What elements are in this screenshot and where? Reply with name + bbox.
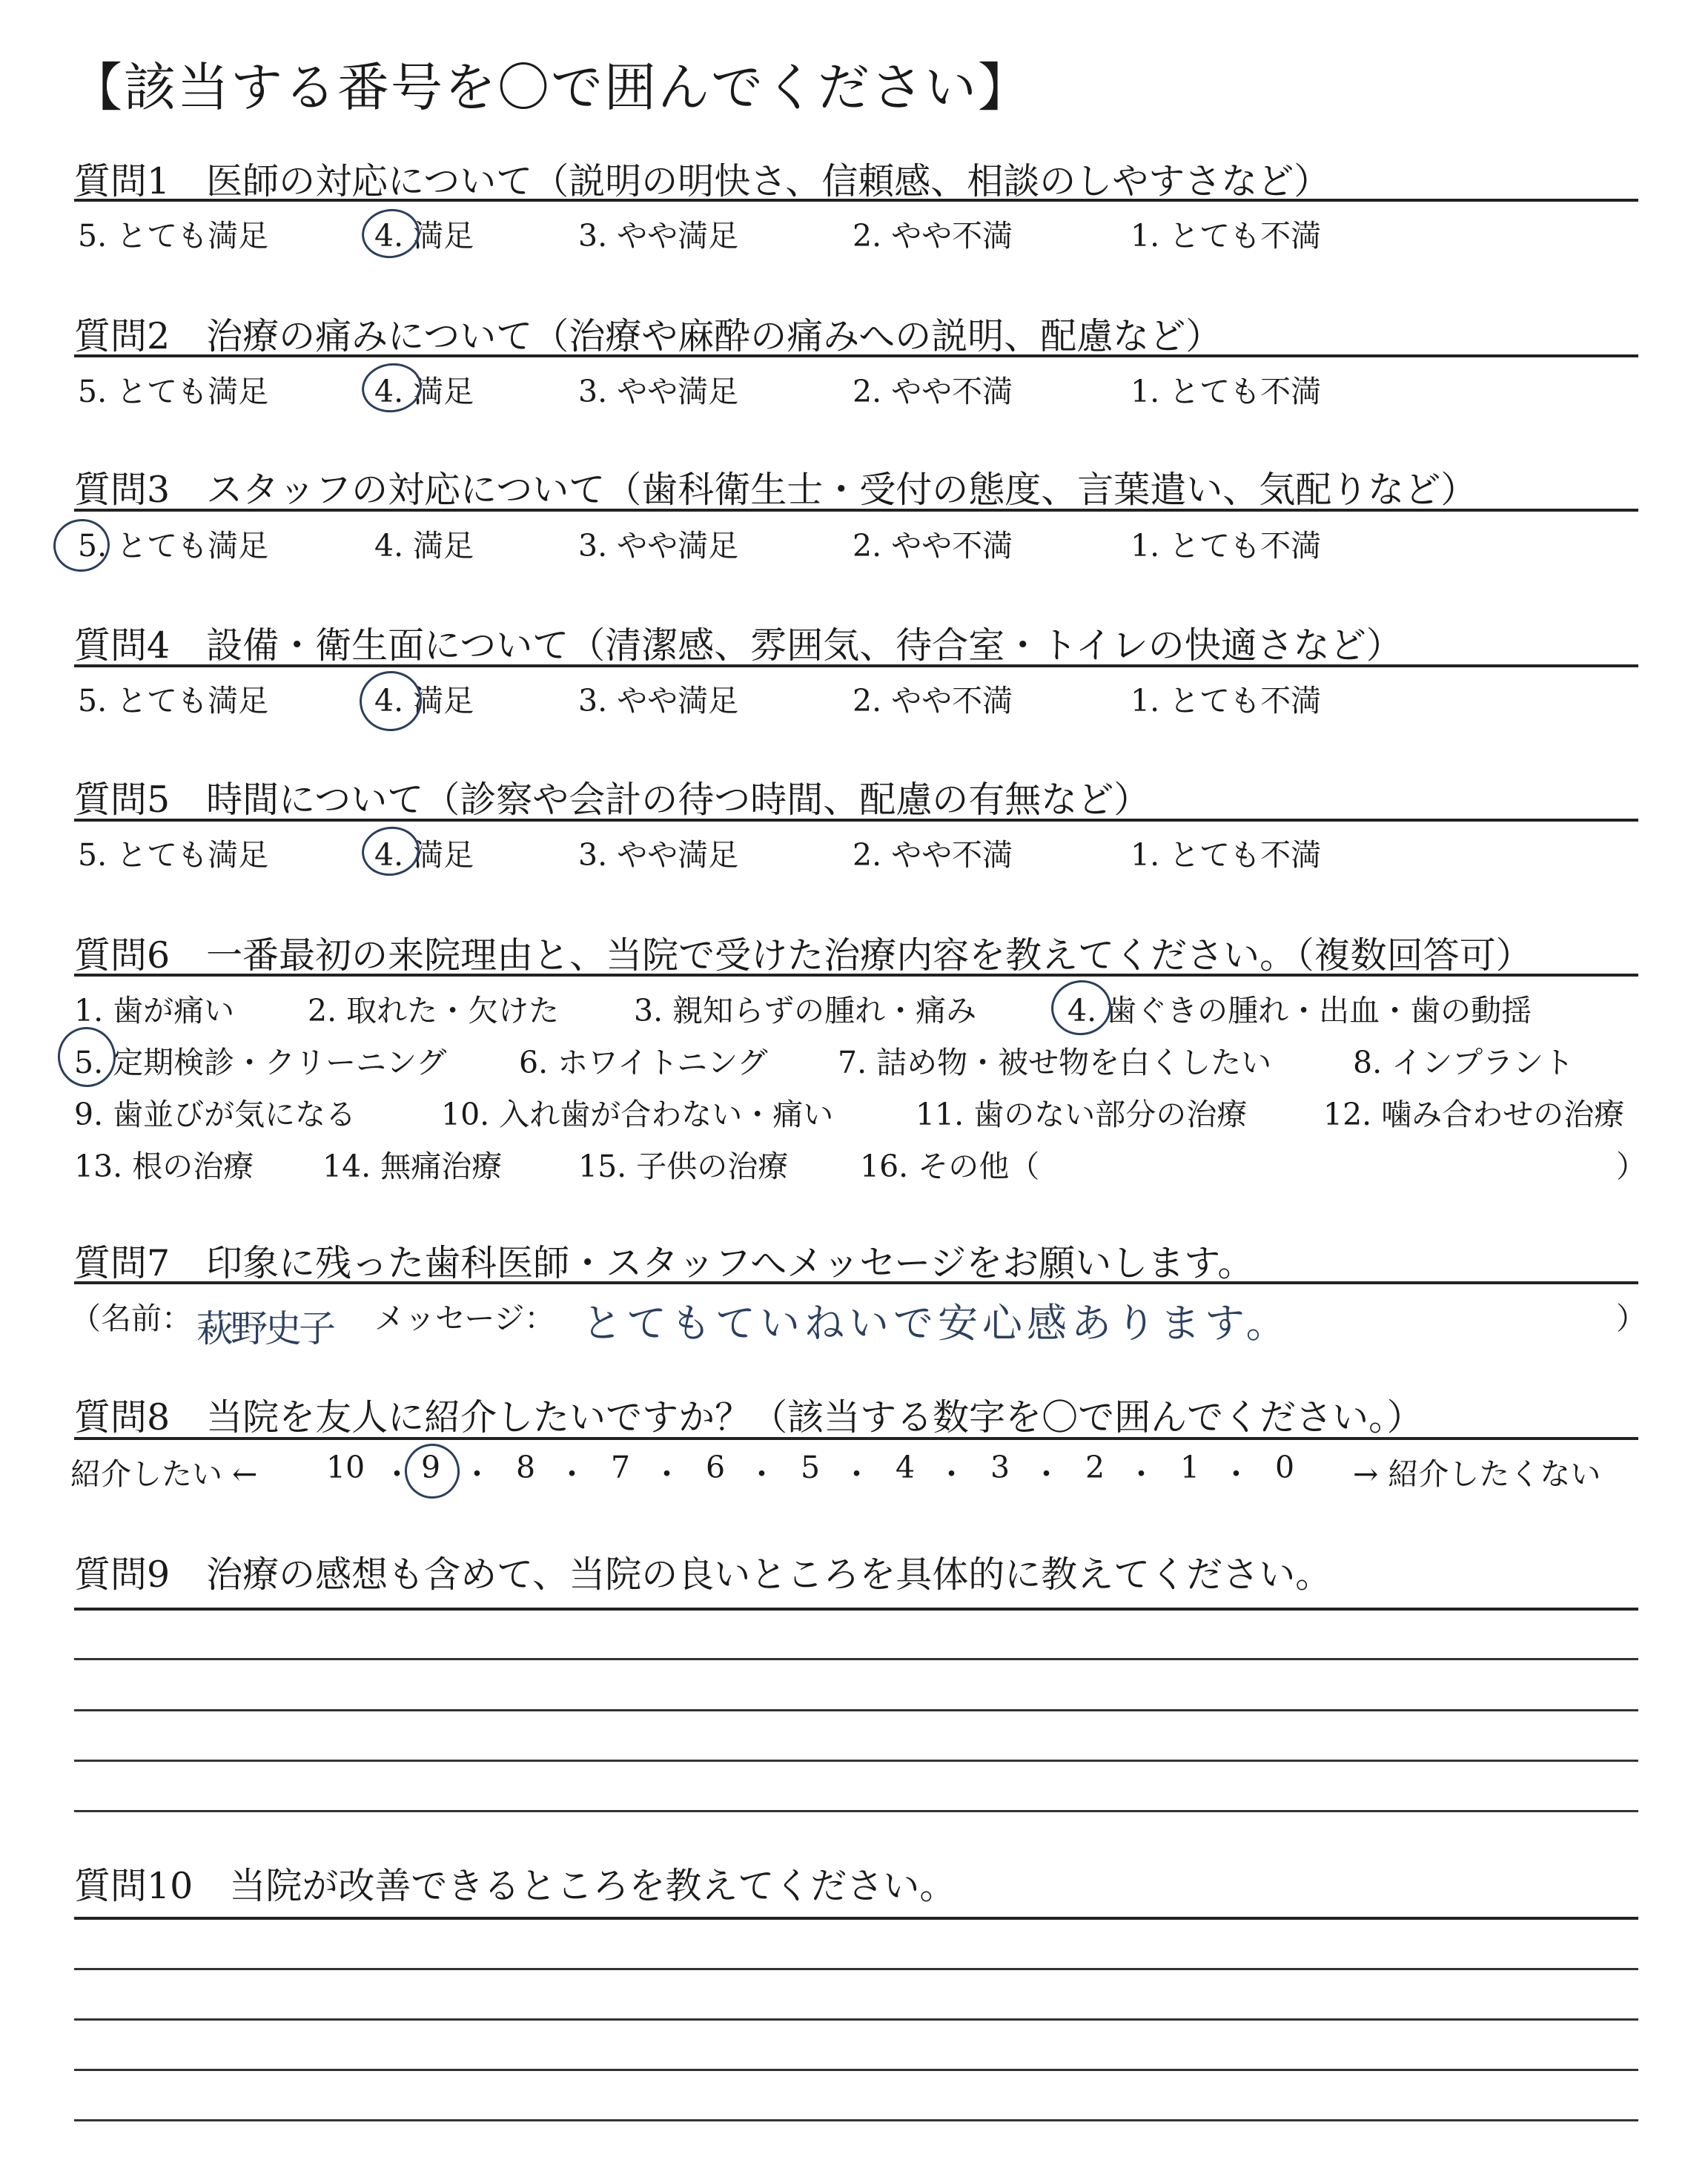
q8-separator-dot: ・ [462,1456,492,1492]
q8-separator-dot: ・ [557,1456,587,1492]
q1-option-3[interactable]: 3. やや満足 [578,218,739,254]
q4-option-2[interactable]: 2. やや不満 [853,683,1013,719]
q6-option-10[interactable]: 10. 入れ歯が合わない・痛い [441,1097,834,1132]
q8-separator-dot: ・ [382,1456,412,1492]
q5-option-1[interactable]: 1. とても不満 [1131,837,1322,873]
question-9-line-1 [74,1608,1638,1611]
q8-separator-dot: ・ [841,1456,872,1492]
question-7-title: 質問7 印象に残った歯科医師・スタッフへメッセージをお願いします。 [74,1242,1254,1284]
q6-option-6[interactable]: 6. ホワイトニング [519,1045,768,1080]
question-2-title: 質問2 治療の痛みについて（治療や麻酔の痛みへの説明、配慮など） [74,315,1222,357]
q5-option-5[interactable]: 5. とても満足 [78,837,269,873]
question-8-title: 質問8 当院を友人に紹介したいですか？（該当する数字を〇で囲んでください。） [74,1396,1423,1439]
q2-option-3[interactable]: 3. やや満足 [578,374,739,409]
q6-option-3[interactable]: 3. 親知らずの腫れ・痛み [634,993,977,1028]
question-9-line-2[interactable] [74,1658,1638,1660]
q8-separator-dot: ・ [747,1456,777,1492]
q4-option-3[interactable]: 3. やや満足 [578,683,739,719]
q8-scale-8[interactable]: 8 [516,1450,536,1485]
question-4-rule [74,664,1638,667]
q1-option-2[interactable]: 2. やや不満 [853,218,1013,254]
q6-close-paren: ） [1616,1149,1646,1184]
q6-option-11[interactable]: 11. 歯のない部分の治療 [916,1097,1248,1132]
q8-scale-6[interactable]: 6 [706,1450,726,1485]
q8-separator-dot: ・ [1031,1456,1062,1492]
q7-close-paren: ） [1616,1301,1646,1336]
question-6-title: 質問6 一番最初の来院理由と、当院で受けた治療内容を教えてください。（複数回答可） [74,934,1532,977]
q6-option-7[interactable]: 7. 詰め物・被せ物を白くしたい [838,1045,1272,1080]
q8-separator-dot: ・ [652,1456,682,1492]
q1-option-1[interactable]: 1. とても不満 [1131,218,1322,254]
q3-option-5[interactable]: 5. とても満足 [78,528,269,564]
q7-name-value[interactable]: 萩野史子 [196,1307,333,1350]
q6-option-15[interactable]: 15. 子供の治療 [578,1149,789,1184]
q6-option-4[interactable]: 4. 歯ぐきの腫れ・出血・歯の動揺 [1068,993,1532,1028]
q2-option-1[interactable]: 1. とても不満 [1131,374,1322,409]
q6-option-12[interactable]: 12. 噛み合わせの治療 [1323,1097,1625,1132]
q8-separator-dot: ・ [1221,1456,1251,1492]
q6-option-1[interactable]: 1. 歯が痛い [74,993,235,1028]
q7-name-label: （名前： [70,1301,192,1336]
question-8-rule [74,1437,1638,1440]
question-10-line-5[interactable] [74,2119,1638,2121]
q8-right-label: → 紹介したくない [1353,1456,1601,1492]
q6-option-5[interactable]: 5. 定期検診・クリーニング [74,1045,447,1080]
q8-scale-9[interactable]: 9 [421,1450,441,1485]
q6-option-9[interactable]: 9. 歯並びが気になる [74,1097,357,1132]
q1-option-4[interactable]: 4. 満足 [374,218,474,254]
q8-scale-2[interactable]: 2 [1085,1450,1105,1485]
q8-scale-7[interactable]: 7 [611,1450,631,1485]
q3-option-3[interactable]: 3. やや満足 [578,528,739,564]
q8-scale-10[interactable]: 10 [326,1450,365,1485]
question-4-title: 質問4 設備・衛生面について（清潔感、雰囲気、待合室・トイレの快適さなど） [74,624,1403,667]
question-9-line-5[interactable] [74,1810,1638,1812]
q8-scale-4[interactable]: 4 [896,1450,916,1485]
question-9-line-4[interactable] [74,1760,1638,1762]
q8-left-label: 紹介したい ← [70,1456,258,1492]
q8-scale-3[interactable]: 3 [990,1450,1010,1485]
q8-separator-dot: ・ [1126,1456,1156,1492]
question-9-title: 質問9 治療の感想も含めて、当院の良いところを具体的に教えてください。 [74,1553,1332,1596]
q4-option-1[interactable]: 1. とても不満 [1131,683,1322,719]
q6-option-8[interactable]: 8. インプラント [1353,1045,1575,1080]
q8-scale-5[interactable]: 5 [801,1450,821,1485]
q4-option-4[interactable]: 4. 満足 [374,683,474,719]
question-5-title: 質問5 時間について（診察や会計の待つ時間、配慮の有無など） [74,779,1151,821]
question-1-title: 質問1 医師の対応について（説明の明快さ、信頼感、相談のしやすさなど） [74,160,1331,202]
question-2-rule [74,354,1638,357]
q6-option-13[interactable]: 13. 根の治療 [74,1149,254,1184]
q6-option-2[interactable]: 2. 取れた・欠けた [308,993,560,1028]
q8-scale-0[interactable]: 0 [1275,1450,1295,1485]
q2-option-5[interactable]: 5. とても満足 [78,374,269,409]
question-10-line-4[interactable] [74,2069,1638,2071]
question-3-title: 質問3 スタッフの対応について（歯科衛生士・受付の態度、言葉遣い、気配りなど） [74,469,1477,511]
q6-option-14[interactable]: 14. 無痛治療 [322,1149,503,1184]
question-10-line-3[interactable] [74,2018,1638,2021]
q3-option-2[interactable]: 2. やや不満 [853,528,1013,564]
question-3-rule [74,509,1638,512]
q5-option-4[interactable]: 4. 満足 [374,837,474,873]
q6-option-16[interactable]: 16. その他（ [860,1149,1040,1184]
question-7-rule [74,1281,1638,1284]
question-10-title: 質問10 当院が改善できるところを教えてください。 [74,1865,956,1907]
question-10-line-1 [74,1917,1638,1920]
question-5-rule [74,819,1638,822]
question-6-rule [74,974,1638,977]
q8-separator-dot: ・ [936,1456,967,1492]
form-heading: 【該当する番号を〇で囲んでください】 [70,57,1031,118]
q3-option-1[interactable]: 1. とても不満 [1131,528,1322,564]
q3-option-4[interactable]: 4. 満足 [374,528,474,564]
question-10-line-2[interactable] [74,1968,1638,1970]
q1-option-5[interactable]: 5. とても満足 [78,218,269,254]
q2-option-4[interactable]: 4. 満足 [374,374,474,409]
q5-option-2[interactable]: 2. やや不満 [853,837,1013,873]
q8-scale-1[interactable]: 1 [1180,1450,1200,1485]
question-1-rule [74,199,1638,202]
q2-option-2[interactable]: 2. やや不満 [853,374,1013,409]
q7-message-label: メッセージ： [374,1301,555,1336]
q5-option-3[interactable]: 3. やや満足 [578,837,739,873]
question-9-line-3[interactable] [74,1709,1638,1711]
q7-message-value[interactable]: とてもていねいで安心感あります。 [582,1300,1291,1347]
q4-option-5[interactable]: 5. とても満足 [78,683,269,719]
